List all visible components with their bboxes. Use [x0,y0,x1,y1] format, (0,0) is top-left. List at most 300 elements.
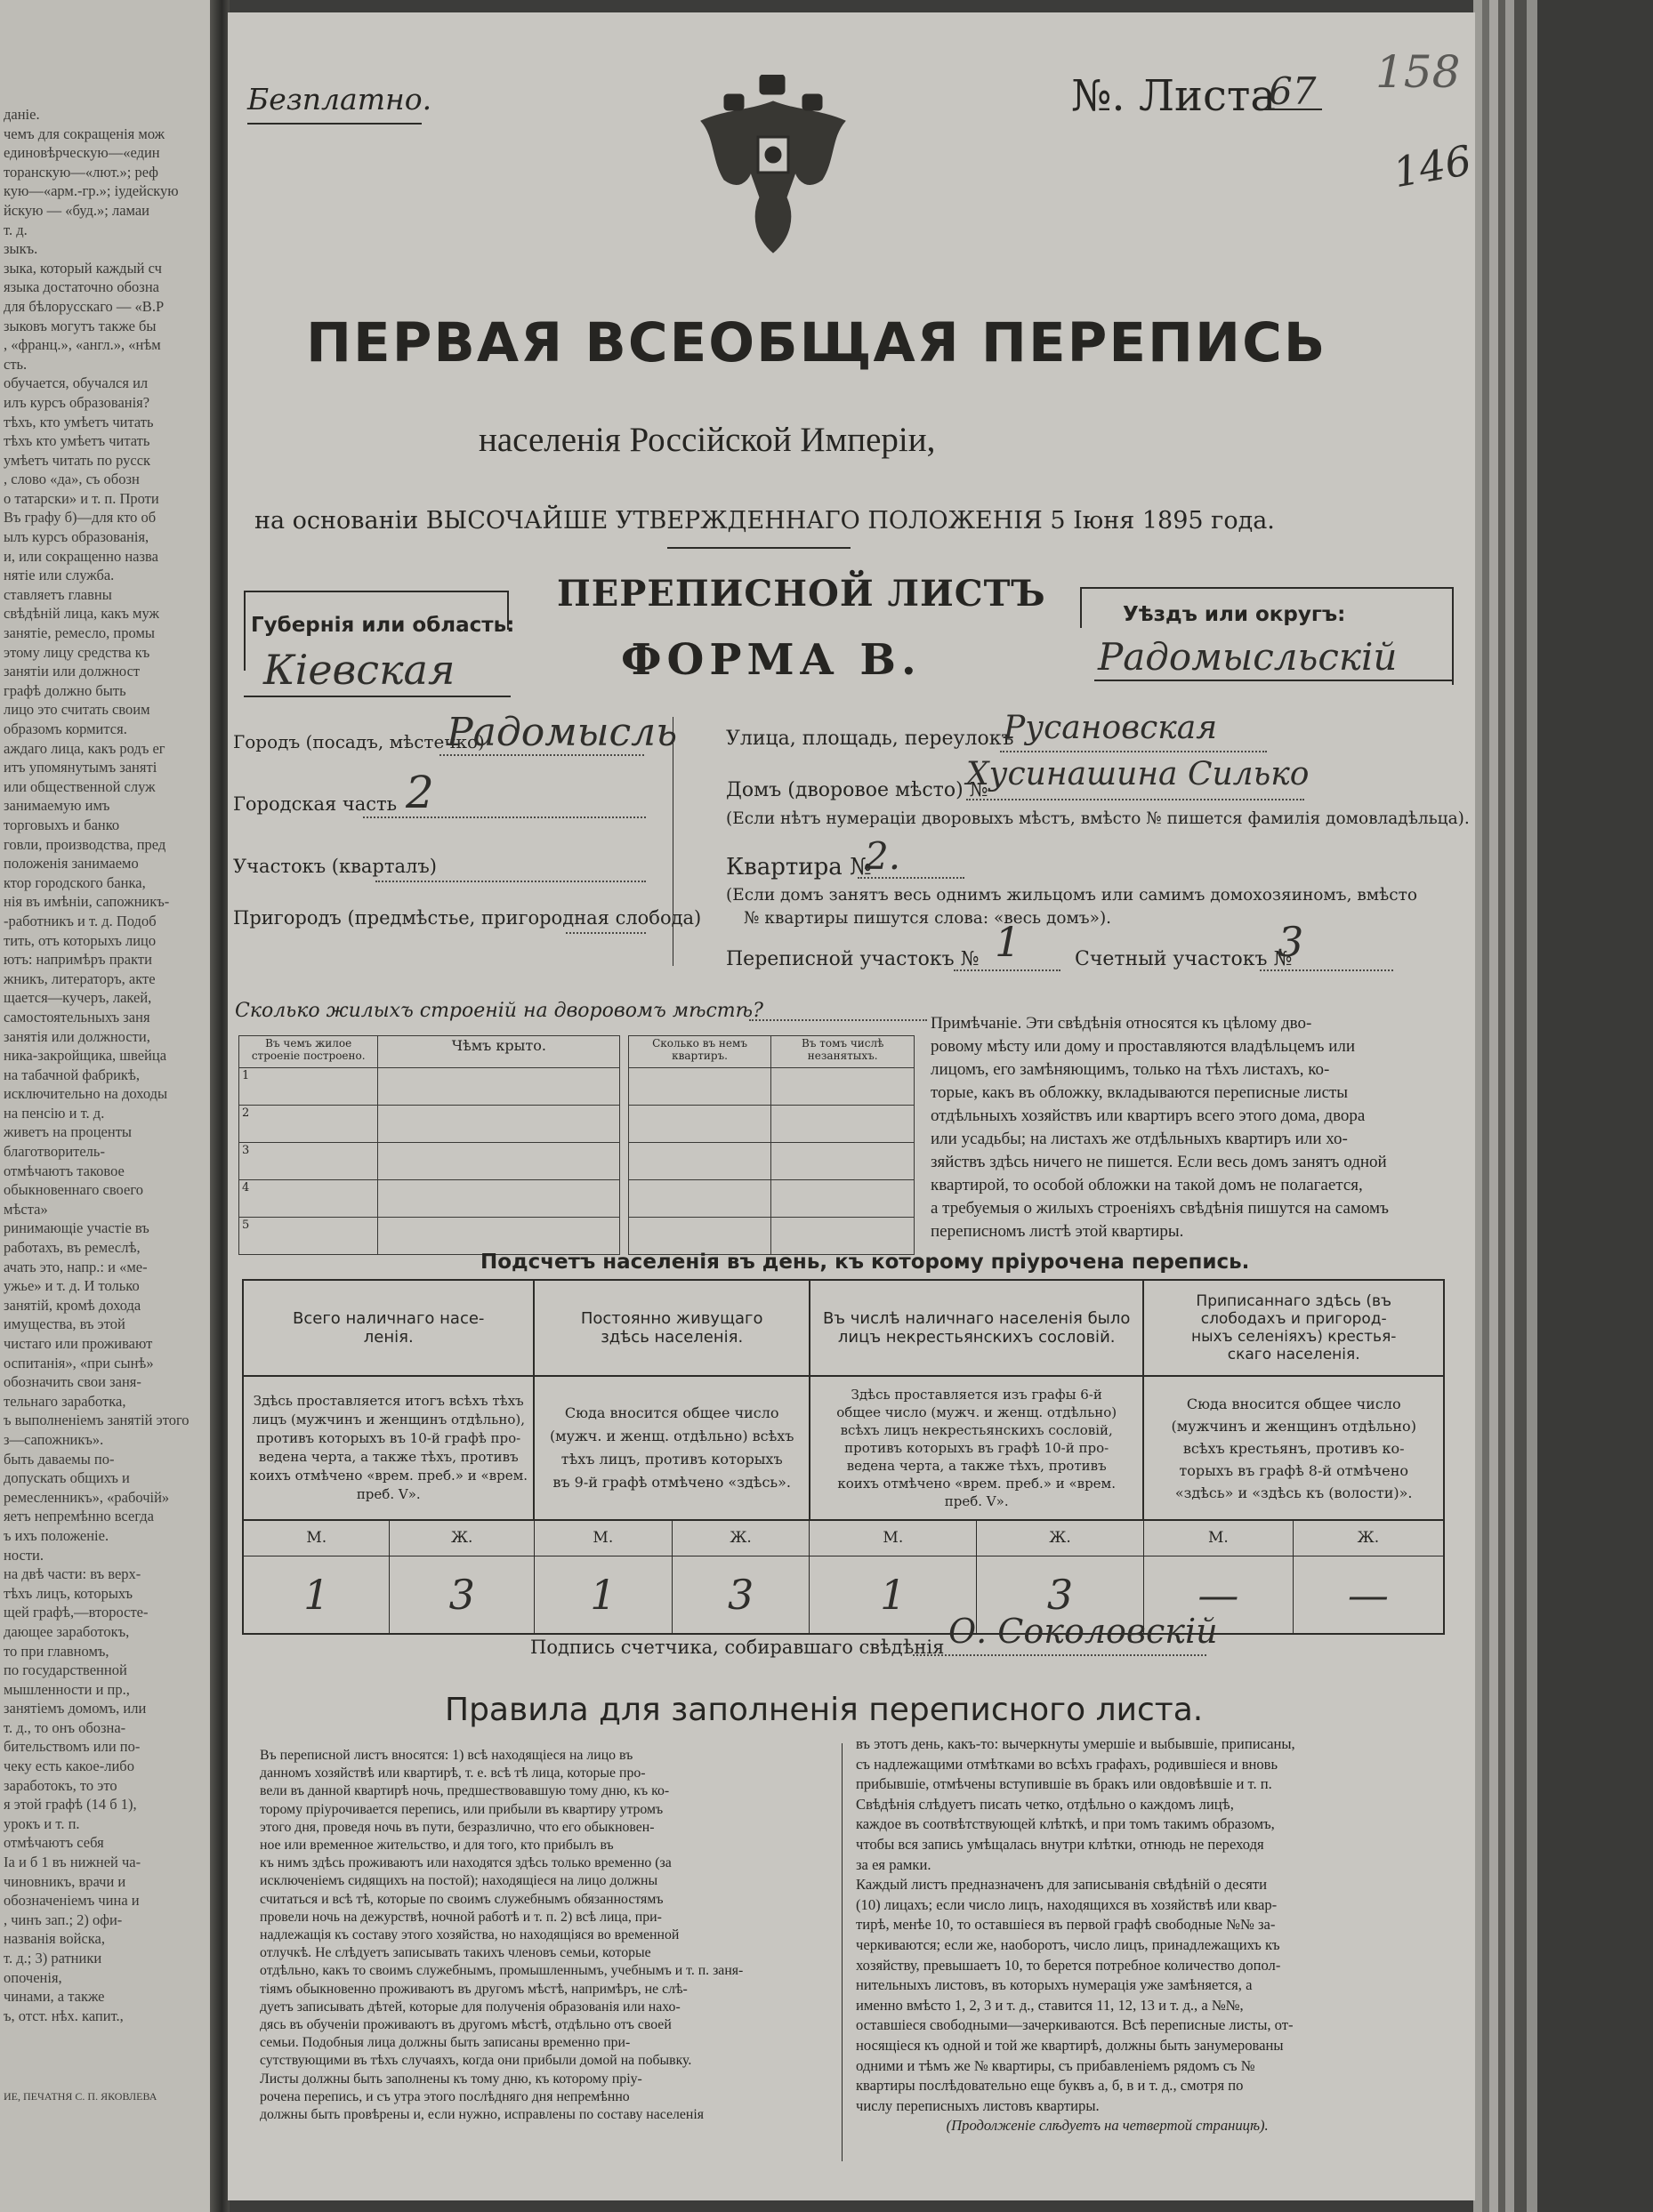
buildings-cell [771,1106,915,1143]
adjacent-page-line: отмѣчаютъ себя [4,1834,104,1852]
adjacent-page-line: -работникъ и т. д. Подоб [4,912,157,929]
buildings-cell [628,1068,771,1106]
rules-left-line: этого дня, проведя ночь въ пути, безразлично, что его обыкновен- [260,1819,655,1835]
gorod-label: Городъ (посадъ, мѣстечко) [233,731,485,752]
adjacent-page-line: и, или сокращенно назва [4,547,158,565]
count-desc-peasant [1143,1376,1444,1520]
count-desc-line: коихъ отмѣчено «врем. преб.» и «врем. [837,1476,1116,1492]
box-line [1080,587,1454,589]
count-head-peasant-line: скаго населенія. [1227,1346,1360,1363]
adjacent-page-line: , слово «да», съ обозн [4,471,140,488]
adjacent-page-line: благотворитель- [4,1143,105,1161]
adjacent-page-line: т. д., то онъ обозна- [4,1718,126,1736]
box-line [1080,587,1082,628]
adjacent-page-line: , чинъ зап.; 2) офи- [4,1910,123,1928]
count-desc-line: ведена черта, а также тѣхъ, противъ [846,1458,1107,1474]
buildings-cell [628,1180,771,1218]
buildings-row [239,1143,915,1180]
count-value: 1 [810,1556,977,1634]
adjacent-page-line: ужье» и т. д. И только [4,1277,140,1295]
count-head-total [243,1280,534,1376]
rules-left-line: должны быть провѣрены и, если нужно, исправлены по составу населенія [260,2107,704,2123]
count-title: Подсчетъ населенія въ день, къ которому пріурочена перепись. [480,1251,1250,1274]
chast-value: 2 [406,767,434,818]
buildings-gap [620,1218,628,1255]
rules-left-line: исключеніемъ сидящихъ на постой); находящіеся на лицо должны [260,1873,658,1889]
guberniya-label: Губернія или область: [251,614,515,637]
rules-left-line: дуетъ записывать дѣтей, которые для полученія образованія или нахо- [260,1999,681,2015]
count-desc-line: «здѣсь» и «здѣсь къ (волости)». [1174,1484,1413,1501]
rules-left-line: ное или временное жительство, и для того, кто прибылъ въ [260,1838,614,1854]
rules-left-column [260,1747,743,2124]
adjacent-page-line: кую—«арм.-гр.»; іудейскую [4,182,179,200]
page-edge [1514,0,1527,2212]
adjacent-page-line: живетъ на проценты [4,1123,133,1141]
note-line: переписномъ листѣ этой квартиры. [931,1222,1184,1241]
count-table [242,1279,1445,1635]
adjacent-page-line: итъ упомянутымъ заняті [4,759,157,776]
adjacent-page-line: отмѣчаютъ таковое [4,1162,125,1179]
rules-left-line: рочена перепись, и съ утра этого послѣдняго дня непремѣнно [260,2088,630,2104]
count-value: 1 [534,1556,672,1634]
adjacent-page-line: чиновникъ, врачи и [4,1872,126,1890]
adjacent-page-line: ачать это, напр.: и «ме- [4,1258,148,1275]
buildings-col-vacant: Въ томъ числѣ незанятыхъ. [771,1036,915,1068]
adjacent-page-line: нія въ имѣніи, сапожникъ- [4,893,170,911]
count-desc-line: ведена черта, а также тѣхъ, противъ [258,1449,519,1465]
adjacent-page-line: работахъ, въ ремеслѣ, [4,1239,141,1257]
adjacent-page-line: занятіи или должност [4,663,141,680]
adjacent-page-line: то при главномъ, [4,1642,109,1660]
adjacent-page-line: на двѣ части: въ верх- [4,1565,141,1583]
adjacent-page-line: зыковъ могутъ также бы [4,317,157,334]
count-desc-line: преб. V». [356,1486,421,1502]
rules-right-line: каждое въ соотвѣтствующей клѣткѣ, и при томъ такимъ образомъ, [856,1815,1275,1833]
buildings-cell [378,1106,620,1143]
buildings-row-number: 1 [239,1068,378,1106]
rules-right-line: (Продолженіе слѣдуетъ на четвертой страницѣ). [946,2117,1269,2135]
archive-number-1: 158 [1375,46,1461,98]
rules-right-line: Свѣдѣнія слѣдуетъ писать четко, отдѣльно о каждомъ лицѣ, [856,1795,1234,1813]
adjacent-page-line: дающее заработокъ, [4,1622,130,1640]
buildings-gap [620,1068,628,1106]
kvartira-label: Квартира № [726,854,872,881]
adjacent-page-line: о татарски» и т. п. Проти [4,489,159,507]
count-desc-line: всѣхъ лицъ некрестьянскихъ сословій, [840,1422,1113,1438]
adjacent-page-line: чистаго или проживают [4,1335,153,1352]
gorod-value: Радомысль [447,710,678,755]
note-line: зяйствъ здѣсь ничего не пишется. Если весь домъ занятъ одной [931,1153,1387,1171]
rules-left-line: Листы должны быть заполнены къ тому дню, къ которому пріу- [260,2071,642,2087]
adjacent-page-line: мышленности и пр., [4,1680,130,1698]
adjacent-page-line: обучается, обучался ил [4,374,149,392]
count-desc-line: Здѣсь проставляется итогъ всѣхъ тѣхъ [253,1393,524,1409]
count-head-peasant [1143,1280,1444,1376]
adjacent-page-line: зыка, который каждый сч [4,259,162,277]
adjacent-page-line: Іа и б 1 въ нижней ча- [4,1854,141,1871]
field-line [858,877,964,879]
count-value: 3 [672,1556,810,1634]
adjacent-page-line: тѣхъ кто умѣетъ читать [4,432,150,450]
adjacent-page-line: заработокъ, то это [4,1776,117,1794]
adjacent-page-line: занимаемую имъ [4,797,110,815]
note-line: Примѣчаніе. Эти свѣдѣнія относятся къ цѣлому дво- [931,1014,1312,1033]
adjacent-page-line: занятій, кромѣ дохода [4,1296,141,1314]
buildings-gap [620,1036,628,1068]
buildings-row-number: 5 [239,1218,378,1255]
divider [667,547,851,549]
signature-label: Подпись счетчика, собиравшаго свѣдѣнія [530,1637,945,1658]
count-head-permanent [534,1280,810,1376]
buildings-gap [620,1143,628,1180]
rules-right-line: именно вмѣсто 1, 2, 3 и т. д., ставится 11, 12, 13 и т. д., а №№, [856,1996,1244,2014]
count-head-permanent-line: здѣсь населенія. [601,1328,744,1347]
buildings-cell [378,1068,620,1106]
count-head-total-line: Всего наличнаго насе- [293,1309,485,1328]
rules-left-line: Въ переписной листъ вносятся: 1) всѣ находящіеся на лицо въ [260,1748,633,1763]
kvartira-value: 2. [865,834,901,878]
field-line [913,1654,1206,1656]
adjacent-page-line: графѣ должно быть [4,681,126,699]
adjacent-page-line: ринимающіе участіе въ [4,1219,149,1237]
count-head-nonpeasant [810,1280,1143,1376]
buildings-cell [378,1218,620,1255]
adjacent-page-line: жникъ, литераторъ, акте [4,969,156,987]
count-value: — [1143,1556,1293,1634]
sheet-number-label: №. Листа [1071,71,1277,121]
rules-right-line: чтобы вся запись умѣщалась внутри клѣтки, отнюдь не переходя [856,1835,1264,1853]
count-desc-line: Сюда вносится общее число [1186,1395,1401,1412]
rules-right-line: въ этотъ день, какъ-то: вычеркнуты умершіе и выбывшіе, приписаны, [856,1735,1295,1752]
box-line [1094,680,1452,681]
note-line: или усадьбы; на листахъ же отдѣльныхъ квартиръ или хо- [931,1130,1348,1148]
dom-note: (Если нѣтъ нумераціи дворовыхъ мѣстъ, вмѣсто № пишется фамилія домовладѣльца). [726,809,1470,828]
adjacent-page-line: этому лицу средства къ [4,643,150,661]
note-paragraph [931,1012,1389,1243]
adjacent-page-line: ъ выполненіемъ занятій этого [4,1412,189,1429]
page-edge [1482,0,1489,2212]
box-line [244,696,511,697]
field-line [375,881,646,882]
count-desc-line: тѣхъ лицъ, противъ которыхъ [560,1451,783,1468]
count-sex-header: М. [243,1520,390,1556]
perepisnoi-value: 1 [995,918,1021,966]
adjacent-page-line: или общественной служ [4,777,156,795]
adjacent-page-line: даніе. [4,106,40,123]
rules-left-line: надлежащія къ составу этого хозяйства, но находящіяся во временной [260,1927,680,1943]
buildings-cell [771,1180,915,1218]
count-desc-line: въ 9-й графѣ отмѣчено «здѣсь». [552,1474,791,1491]
kvartira-note-1: (Если домъ занятъ весь однимъ жильцомъ или самимъ домохозяиномъ, вмѣсто [726,886,1418,905]
adjacent-page-line: тѣхъ, кто умѣетъ читать [4,413,154,430]
adjacent-page-line: по государственной [4,1661,127,1679]
adjacent-page-line: сть. [4,355,28,373]
adjacent-page-line: умѣетъ читать по русск [4,451,151,469]
adjacent-page-line: ности. [4,1546,44,1564]
rules-left-line: считаться и всѣ тѣ, которые по своимъ служебнымъ обязанностямъ [260,1891,664,1907]
field-line [439,754,644,756]
adjacent-page-line: щей графѣ,—второсте- [4,1604,149,1621]
rules-right-line: Каждый листъ предназначенъ для записыванія свѣдѣній о десяти [856,1876,1267,1894]
dark-background [1537,0,1653,2212]
buildings-cell [771,1218,915,1255]
count-desc-permanent [534,1376,810,1520]
count-head-permanent-line: Постоянно живущаго [580,1309,763,1328]
note-line: квартирой, то особой обложки на такой домъ не полагается, [931,1176,1363,1194]
adjacent-page-line: ника-закройщика, швейца [4,1047,167,1065]
adjacent-page-line: быть даваемы по- [4,1450,115,1468]
column-divider [842,1743,843,2161]
field-line [1000,751,1267,752]
perepisnoi-label: Переписной участокъ № [726,948,980,970]
buildings-cell [771,1068,915,1106]
count-desc-line: общее число (мужч. и женщ. отдѣльно) [836,1404,1117,1420]
adjacent-page-line: я этой графѣ (14 б 1), [4,1796,137,1814]
adjacent-page-line: т. д. [4,221,28,238]
adjacent-page-line: тить, отъ которыхъ лицо [4,931,157,949]
adjacent-page-line: тѣхъ лицъ, которыхъ [4,1584,133,1602]
count-head-nonpeasant-line: лицъ некрестьянскихъ сословій. [837,1328,1116,1347]
adjacent-page-text [4,105,217,2025]
buildings-row [239,1106,915,1143]
adjacent-page-line: илъ курсъ образованія? [4,393,150,411]
adjacent-page-line: ктор городского банка, [4,873,146,891]
buildings-col-apartments: Сколько въ немъ квартиръ. [628,1036,771,1068]
adjacent-page-line: обозначить свои заня- [4,1373,141,1391]
adjacent-page-line: нятіе или служба. [4,567,115,584]
adjacent-page-line: чеку есть какое-либо [4,1758,134,1775]
rules-right-line: за ея рамки. [856,1855,931,1873]
adjacent-page-line: занятіемъ домомъ, или [4,1700,147,1717]
sheet-number-value: 67 [1269,69,1317,113]
count-desc-line: Сюда вносится общее число [564,1404,779,1421]
field-line [966,799,1304,800]
count-sex-header: Ж. [977,1520,1144,1556]
buildings-cell [628,1218,771,1255]
note-line: лицомъ, его замѣняющимъ, только на тѣхъ листахъ, ко- [931,1060,1330,1079]
buildings-row-number: 2 [239,1106,378,1143]
adjacent-page-line: свѣдѣній лица, какъ муж [4,605,159,623]
count-desc-line: противъ которыхъ въ графѣ 10-й про- [844,1440,1109,1456]
adjacent-page-line: т. д.; 3) ратники [4,1950,102,1967]
adjacent-page-line: названія войска, [4,1930,105,1948]
adjacent-page-line: образомъ кормится. [4,720,127,737]
adjacent-page-line: обозначеніемъ чина и [4,1892,140,1910]
imperial-eagle-icon [689,75,858,261]
adjacent-page-line: ъ, отст. нѣх. капит., [4,2007,124,2024]
adjacent-page-line: занятіе, ремесло, промы [4,624,155,642]
rules-left-line: данномъ хозяйствѣ или квартирѣ, т. е. всѣ тѣ лица, которые про- [260,1766,646,1782]
adjacent-page-line: ъ ихъ положеніе. [4,1526,109,1544]
divider [247,123,422,125]
buildings-row-number: 3 [239,1143,378,1180]
count-desc-line: коихъ отмѣчено «врем. преб.» и «врем. [249,1468,528,1484]
buildings-cell [378,1180,620,1218]
adjacent-page-line: положенія занимаемо [4,855,139,873]
chast-label: Городская часть [233,793,398,815]
rules-left-line: отдѣльно, какъ то своимъ служебнымъ, промышленнымъ, учебнымъ и т. п. заня- [260,1963,744,1979]
adjacent-page-line: исключительно на доходы [4,1085,168,1103]
rules-left-line: къ нимъ здѣсь проживаютъ или находятся здѣсь только временно (за [260,1855,672,1871]
legal-basis: на основаніи ВЫСОЧАЙШЕ УТВЕРЖДЕННАГО ПОЛОЖЕНІЯ 5 Іюня 1895 года. [254,507,1275,535]
box-line [244,591,507,592]
count-desc-line: всѣхъ крестьянъ, противъ ко- [1182,1439,1405,1457]
divider [1260,109,1322,110]
count-desc-line: (мужчинъ и женщинъ отдѣльно) [1171,1417,1416,1435]
buildings-row [239,1068,915,1106]
dom-value: Хусинашина Силько [966,756,1310,792]
archive-number-2: 146 [1389,135,1475,197]
rules-right-line: черкиваются; если же, наоборотъ, число лицъ, принадлежащихъ къ [856,1935,1280,1953]
buildings-row [239,1218,915,1255]
count-desc-nonpeasant [810,1376,1143,1520]
adjacent-page-line: йскую — «буд.»; ламаи [4,201,150,219]
count-value: — [1293,1556,1444,1634]
rules-title: Правила для заполненія переписного листа. [445,1692,1204,1728]
rules-left-line: сутствующими въ тѣхъ случаяхъ, когда они прибыли домой на побывку. [260,2053,692,2069]
adjacent-page-line: , «франц.», «англ.», «нѣм [4,336,161,354]
adjacent-page-line: лицо это считать своим [4,701,150,719]
rules-right-line: тирѣ, менѣе 10, то оставшіеся въ первой графѣ свободные №№ за- [856,1916,1276,1934]
page-edge [1505,0,1514,2212]
rules-left-line: провели ночь на дежурствѣ, ночной работѣ и т. п. 2) всѣ лица, при- [260,1909,662,1925]
count-sex-header: М. [810,1520,977,1556]
adjacent-page-line: на табачной фабрикѣ, [4,1066,140,1083]
count-head-total-line: ленія. [363,1328,414,1347]
adjacent-page-line: ютъ: напримѣръ практи [4,951,152,969]
adjacent-page-line: имущества, въ этой [4,1315,125,1333]
adjacent-page-line: аждаго лица, какъ родъ ег [4,739,165,757]
count-head-peasant-line: слободахъ и пригород- [1200,1310,1387,1328]
adjacent-page-line: допускать общихъ и [4,1469,130,1487]
rules-left-line: отлучкѣ. Не слѣдуетъ записывать такихъ членовъ семьи, которые [260,1945,651,1961]
adjacent-page-line: чемъ для сокращенія мож [4,125,165,142]
adjacent-page-line: тельнаго заработка, [4,1392,126,1410]
adjacent-page-line: Въ графу б)—для кто об [4,509,157,527]
page-edge [1498,0,1505,2212]
buildings-col-material: Въ чемъ жилое строеніе построено. [239,1036,378,1068]
uchastok-label: Участокъ (кварталъ) [233,856,437,877]
buildings-cell [771,1143,915,1180]
adjacent-page-line: бительствомъ или по- [4,1738,141,1756]
count-desc-line: лицъ (мужчинъ и женщинъ отдѣльно), [252,1412,525,1428]
adjacent-page-line: зыкъ. [4,240,38,258]
adjacent-page-line: на пенсію и т. д. [4,1104,105,1122]
rules-right-line: съ надлежащими отмѣтками во всѣхъ графахъ, родившіеся и вновь [856,1755,1278,1773]
adjacent-page-line: для бѣлорусскаго — «В.Р [4,297,165,315]
adjacent-page-line: мѣста» [4,1200,48,1218]
field-line [954,969,1060,971]
field-line [363,816,646,818]
rules-left-line: тіямъ обыкновенно проживаютъ въ другомъ мѣстѣ, напримѣръ, не слѣ- [260,1981,688,1997]
box-line [1452,587,1454,685]
form-title: ФОРМА В. [621,635,922,685]
adjacent-page-line: опоченія, [4,1968,62,1986]
note-line: отдѣльныхъ хозяйствъ или квартиръ всего этого дома, двора [931,1106,1366,1125]
count-desc-total [243,1376,534,1520]
count-sex-header: Ж. [1293,1520,1444,1556]
buildings-question: Сколько жилыхъ строеній на дворовомъ мѣстѣ? [235,1000,763,1022]
kvartira-note-2: № квартиры пишутся слова: «весь домъ»). [744,909,1112,928]
census-sheet [228,12,1475,2200]
field-line [749,1019,927,1021]
count-head-peasant-line: Приписаннаго здѣсь (въ [1196,1292,1391,1310]
field-line [566,932,646,934]
adjacent-page-line: ремесленникъ», «рабочій» [4,1488,170,1506]
rules-right-column [856,1734,1295,2136]
rules-left-line: дясь въ обученіи проживаютъ въ другомъ мѣстѣ, отдѣльно отъ своей [260,2017,672,2033]
adjacent-page-line: яетъ непремѣнно всегда [4,1508,154,1525]
adjacent-page-line: чинами, а также [4,1988,105,2006]
count-head-nonpeasant-line: Въ числѣ наличнаго населенія было [822,1309,1131,1328]
rules-right-line: носящіеся къ одной и той же квартирѣ, должны быть занумерованы [856,2036,1284,2054]
page-title: ПЕРВАЯ ВСЕОБЩАЯ ПЕРЕПИСЬ [306,311,1327,374]
count-desc-line: преб. V». [944,1493,1009,1509]
adjacent-page-line: обыкновеннаго своего [4,1181,143,1199]
note-line: а требуемыя о жилыхъ строеніяхъ свѣдѣнія пишутся на самомъ [931,1199,1389,1218]
box-line [244,591,246,671]
signature-value: О. Соколовскій [948,1612,1218,1651]
adjacent-page-left [0,0,222,2212]
rules-right-line: квартиры послѣдовательно еще буквъ а, б, в и т. д., смотря по [856,2077,1244,2095]
adjacent-page-line: урокъ и т. п. [4,1814,80,1832]
rules-left-line: вели въ данной квартирѣ ночь, предшествовавшую тому дню, къ ко- [260,1783,670,1799]
buildings-row [239,1180,915,1218]
buildings-gap [620,1106,628,1143]
dom-label: Домъ (дворовое мѣсто) № [726,779,988,801]
count-value: 3 [977,1556,1144,1634]
rules-right-line: нительныхъ листовъ, въ которыхъ нумерація уже замѣняется, а [856,1976,1253,1994]
schetny-value: 3 [1278,918,1304,966]
rules-right-line: прибывшіе, отмѣчены вступившіе въ бракъ или овдовѣвшіе и т. п. [856,1775,1272,1793]
count-desc-line: противъ которыхъ въ 10-й графѣ про- [256,1430,521,1446]
count-sex-header: Ж. [390,1520,534,1556]
adjacent-page-footer: ИЕ, ПЕЧАТНЯ С. П. ЯКОВЛЕВА [4,2090,157,2103]
buildings-col-roof: Чѣмъ крыто. [378,1036,620,1068]
rules-right-line: числу переписныхъ листовъ квартиры. [856,2096,1100,2114]
count-sex-header: Ж. [672,1520,810,1556]
adjacent-page-line: торанскую—«лют.»; реф [4,163,158,181]
note-line: ровому мѣсту или дому и проставляются владѣльцемъ или [931,1037,1356,1056]
rules-right-line: одними и тѣмъ же № квартиры, съ прибавленіемъ рядомъ съ № [856,2056,1255,2074]
adjacent-page-line: языка достаточно обозна [4,278,159,296]
page-subtitle: населенія Россійской Имперіи, [479,421,936,459]
buildings-cell [628,1143,771,1180]
sheet-title: ПЕРЕПИСНОЙ ЛИСТЪ [557,573,1046,615]
rules-left-line: семьи. Подобныя лица должны быть записаны временно при- [260,2035,631,2051]
prigorod-label: Пригородъ (предмѣстье, пригородная слобода) [233,907,702,929]
rules-right-line: хозяйству, превышаетъ 10, то берется потребное количество допол- [856,1956,1281,1974]
buildings-cell [378,1143,620,1180]
ulitsa-value: Русановская [1004,710,1218,746]
adjacent-page-line: щается—кучеръ, лакей, [4,989,152,1007]
schetny-label: Счетный участокъ № [1075,948,1293,970]
uezd-label: Уѣздъ или округъ: [1123,603,1346,626]
ulitsa-label: Улица, площадь, переулокъ [726,728,1014,750]
adjacent-page-line: оспитанія», «при сынѣ» [4,1354,154,1371]
page-edge [1489,0,1498,2212]
rules-left-line: торому пріурочивается перепись, или прибыли въ квартиру утромъ [260,1801,664,1817]
adjacent-page-line: з—сапожникъ». [4,1430,104,1448]
binding-gutter [210,0,230,2212]
page-edge [1527,0,1537,2212]
count-desc-line: Здѣсь проставляется изъ графы 6-й [851,1387,1102,1403]
count-sex-header: М. [1143,1520,1293,1556]
adjacent-page-line: самостоятельныхъ заня [4,1008,150,1026]
adjacent-page-line: ылъ курсъ образованія, [4,528,149,546]
count-head-peasant-line: ныхъ селеніяхъ) крестья- [1190,1328,1397,1346]
count-desc-line: (мужч. и женщ. отдѣльно) всѣхъ [549,1428,794,1444]
